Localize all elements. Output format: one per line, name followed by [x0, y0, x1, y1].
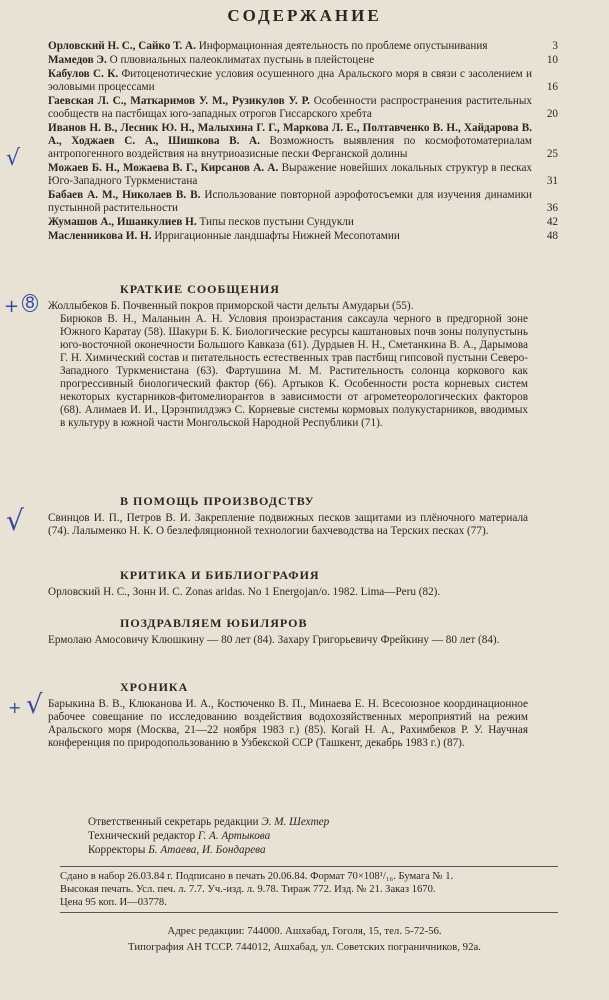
credit-line [88, 815, 329, 829]
jubilee-block: Ермолаю Амосовичу Клюшкину — 80 лет (84). Захару Григорьевичу Фрейкину — 80 лет (84). [48, 634, 500, 646]
toc-author: Можаев Б. Н., Можаева В. Г., Кирсанов А. А. [48, 162, 279, 174]
credit-role: Корректоры [88, 844, 146, 856]
handwritten-check-mark: √ [26, 690, 43, 720]
toc-title: Ирригационные ландшафты Нижней Месопотамии [154, 230, 400, 242]
toc-page: 10 [546, 54, 558, 66]
credit-name: Б. Атаева, И. Бондарева [148, 844, 266, 856]
critique-block: Орловский Н. С., Зонн И. С. Zonas aridas. No 1 Energojan/o. 1982. Lima—Peru (82). [48, 586, 441, 598]
production-block: Свинцов И. П., Петров В. И. Закрепление подвижных песков защитами из плёночного материала (74). Лалыменко Н. К. О безлефляционной технологии бахчеводства на Терских песках (77). [48, 512, 528, 537]
toc-entry [48, 54, 558, 67]
toc-author: Масленникова И. Н. [48, 230, 152, 242]
handwritten-plus-mark: + [8, 698, 22, 717]
short-reports-rest: Бирюков В. Н., Маланьин А. Н. Условия произрастания саксаула черного в предгорной зоне Южного Каратау (58). Шакури Б. К. Биологические ресурсы каштановых почв зоны полупустынь юго-восточной оконечности Большого Кавказа (61). Дурдыев Н. Н., Сметанкина В. А., Дарымова Г. Н. Химический состав и питательность естественных трав пастбищ гипсовой пустыни Северо-Западного Туркменистана (63). Фартушина М. М. Растительность солонца коркового как прогрессивный биологический фактор (66). Артыков К. Особенности роста корневых систем некоторых кустарников-фитомелиорантов в зависимости от агрометеорологических факторов (68). Алимаев И. И., Цэрэнпилдэжэ С. Корневые системы кормовых полукустарников, вводимых в культуру в южной части Монгольской Народной Республики (71). [60, 313, 528, 429]
toc-author: Мамедов Э. [48, 54, 107, 66]
toc-title: Информационная деятельность по проблеме опустынивания [198, 40, 488, 52]
toc-title: О плювиальных палеоклиматах пустынь в плейстоцене [109, 54, 375, 66]
section-heading-short-reports: КРАТКИЕ СООБЩЕНИЯ [120, 282, 280, 296]
imprint-line: Высокая печать. Усл. печ. л. 7.7. Уч.-изд. л. 9.78. Тираж 772. Изд. № 21. Заказ 1670. [60, 884, 436, 895]
handwritten-check-mark: √ [6, 146, 21, 171]
toc-entry [48, 162, 558, 188]
credit-line [88, 843, 329, 857]
toc-page: 3 [552, 40, 558, 52]
handwritten-plus-mark: + [4, 296, 20, 317]
credit-role: Технический редактор [88, 830, 196, 842]
editorial-credits [88, 815, 329, 857]
credit-name: Э. М. Шехтер [261, 816, 330, 828]
toc-page: 25 [546, 148, 558, 160]
toc-title: Выражение новейших локальных структур в песках Юго-Западного Туркменистана [48, 162, 533, 187]
toc-author: Жумашов А., Ишанкулиев Н. [48, 216, 197, 228]
toc-page: 31 [546, 175, 558, 187]
toc-author: Кабулов С. К. [48, 68, 119, 80]
toc-page: 20 [546, 108, 558, 120]
page-title: СОДЕРЖАНИЕ [227, 6, 382, 25]
toc-entry [48, 122, 558, 161]
toc-entry [48, 216, 558, 229]
credit-line [88, 829, 329, 843]
toc-author: Гаевская Л. С., Маткаримов У. М., Рузикулов У. Р. [48, 95, 310, 107]
toc-author: Бабаев А. М., Николаев В. В. [48, 189, 201, 201]
print-imprint [60, 866, 558, 913]
imprint-line: Сдано в набор 26.03.84 г. Подписано в печать 20.06.84. Формат 70×108¹/₁₆. Бумага № 1. [60, 871, 454, 882]
printing-house-address: Типография АН ТССР. 744012, Ашхабад, ул. Советских пограничников, 92а. [128, 941, 481, 953]
toc-title: Возможность выявления по космофотоматериалам антропогенного воздействия на внутриоазисные пески Ферганской долины [48, 135, 532, 160]
credit-name: Г. А. Артыкова [197, 830, 271, 842]
toc-entry [48, 189, 558, 215]
toc-entry [48, 68, 558, 94]
short-reports-line1: Жоллыбеков Б. Почвенный покров приморской части дельты Амударьи (55). [48, 300, 414, 312]
table-of-contents [48, 40, 558, 244]
toc-page: 36 [546, 202, 558, 214]
toc-title: Типы песков пустыни Сундукли [199, 216, 354, 228]
toc-entry [48, 40, 558, 53]
toc-author: Иванов Н. В., Лесник Ю. Н., Малыхина Г. Г., Маркова Л. Е., Полтавченко В. Н., Хайдарова В. А., Ходжаев С. А., Шишкова В. А. [48, 122, 532, 147]
toc-title: Фитоценотические условия осушенного дна Аральского моря в связи с засолением и эоловыми процессами [48, 68, 532, 93]
handwritten-check-mark: √ [6, 504, 24, 537]
toc-title: Особенности распространения растительных сообществ на пастбищах юго-западных отрогов Гиссарского хребта [48, 95, 532, 120]
editorial-address: Адрес редакции: 744000. Ашхабад, Гоголя, 15, тел. 5-72-56. [167, 925, 442, 937]
credit-role: Ответственный секретарь редакции [88, 816, 259, 828]
chronicle-block: Барыкина В. В., Клюканова И. А., Костюченко В. П., Минаева Е. Н. Всесоюзное координационное рабочее совещание по исследованию воздействия водохозяйственных мероприятий на режим Аральского моря (Москва, 21—22 ноября 1983 г.) (85). Когай Н. А., Рахимбеков Р. У. Научная конференция по природопользованию в Узбекской ССР (Ташкент, декабрь 1983 г.) (87). [48, 698, 528, 749]
section-heading-jubilee: ПОЗДРАВЛЯЕМ ЮБИЛЯРОВ [120, 616, 308, 630]
toc-title: Использование повторной аэрофотосъемки для изучения динамики пустынной растительности [48, 189, 532, 214]
toc-author: Орловский Н. С., Сайко Т. А. [48, 40, 196, 52]
section-heading-chronicle: ХРОНИКА [120, 680, 189, 694]
handwritten-circled-mark: 8 [22, 294, 38, 312]
short-reports-block [48, 300, 528, 430]
toc-page: 42 [546, 216, 558, 228]
toc-entry [48, 230, 558, 243]
section-heading-production: В ПОМОЩЬ ПРОИЗВОДСТВУ [120, 494, 315, 508]
imprint-line: Цена 95 коп. И—03778. [60, 897, 167, 908]
toc-page: 48 [546, 230, 558, 242]
toc-page: 16 [546, 81, 558, 93]
toc-entry [48, 95, 558, 121]
section-heading-critique: КРИТИКА И БИБЛИОГРАФИЯ [120, 568, 320, 582]
